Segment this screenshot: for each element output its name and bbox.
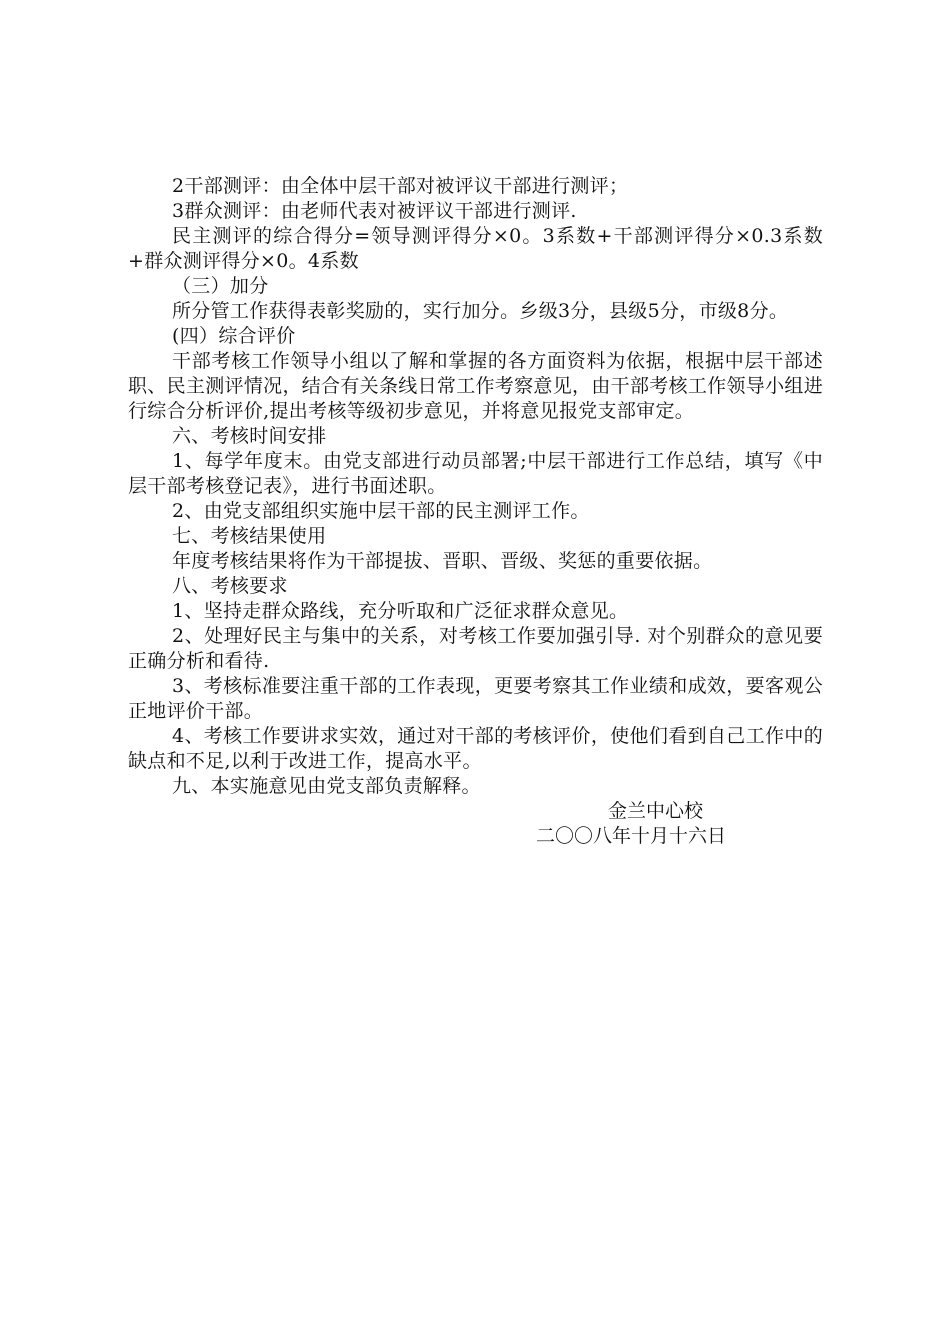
paragraph-result-usage: 年度考核结果将作为干部提拔、晋职、晋级、奖惩的重要依据。: [172, 550, 713, 572]
heading-requirements: 八、考核要求: [172, 575, 288, 597]
signature-organization: 金兰中心校: [608, 800, 704, 822]
paragraph-composite-score: 民主测评的综合得分=领导测评得分×0。3系数+干部测评得分×0.3系数+群众测评得分×0。4系数: [128, 225, 823, 272]
heading-schedule: 六、考核时间安排: [172, 425, 327, 447]
paragraph-requirement-1: 1、坚持走群众路线，充分听取和广泛征求群众意见。: [172, 600, 629, 622]
paragraph-mass-evaluation: 3群众测评：由老师代表对被评议干部进行测评.: [172, 200, 577, 222]
paragraph-requirement-4: 4、考核工作要讲求实效，通过对干部的考核评价，使他们看到自己工作中的缺点和不足,以利于改进工作，提高水平。: [128, 725, 823, 772]
paragraph-requirement-2: 2、处理好民主与集中的关系，对考核工作要加强引导. 对个别群众的意见要正确分析和看待.: [128, 625, 823, 672]
paragraph-bonus-points: 所分管工作获得表彰奖励的，实行加分。乡级3分，县级5分，市级8分。: [172, 300, 789, 322]
paragraph-requirement-3: 3、考核标准要注重干部的工作表现，更要考察其工作业绩和成效，要客观公正地评价干部。: [128, 675, 823, 722]
paragraph-schedule-item-1: 1、每学年度末。由党支部进行动员部署;中层干部进行工作总结，填写《中层干部考核登记表》，进行书面述职。: [128, 450, 823, 497]
heading-comprehensive-evaluation: (四）综合评价: [172, 325, 296, 347]
paragraph-interpretation: 九、本实施意见由党支部负责解释。: [172, 775, 481, 797]
paragraph-schedule-item-2: 2、由党支部组织实施中层干部的民主测评工作。: [172, 500, 590, 522]
heading-bonus-points: （三）加分: [172, 275, 269, 297]
document-page: [128, 174, 823, 849]
paragraph-cadre-evaluation: 2干部测评：由全体中层干部对被评议干部进行测评；: [172, 175, 629, 197]
heading-result-usage: 七、考核结果使用: [172, 525, 327, 547]
signature-date: 二〇〇八年十月十六日: [536, 825, 727, 847]
paragraph-comprehensive-evaluation: 干部考核工作领导小组以了解和掌握的各方面资料为依据，根据中层干部述职、民主测评情况，结合有关条线日常工作考察意见，由干部考核工作领导小组进行综合分析评价,提出考核等级初步意见，并将意见报党支部审定。: [128, 350, 823, 422]
